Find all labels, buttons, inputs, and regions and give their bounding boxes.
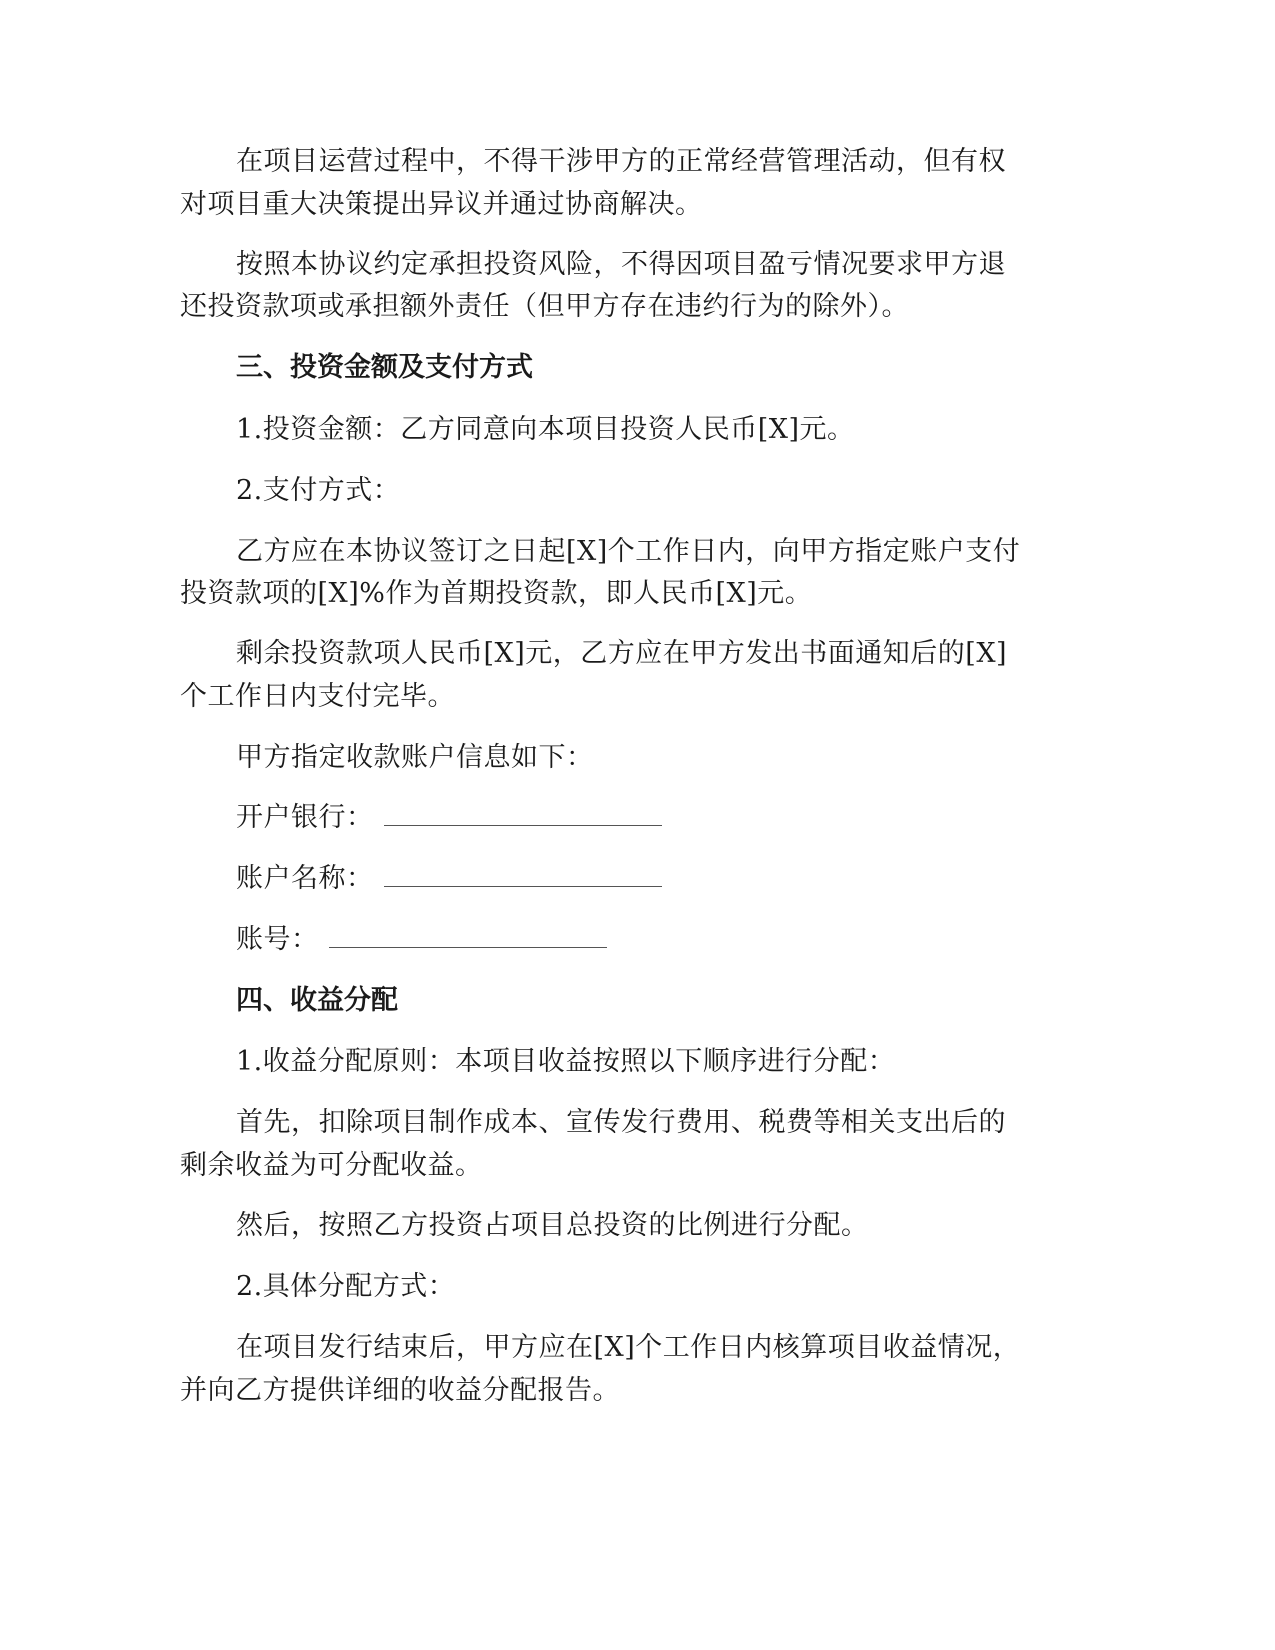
paragraph-line: 对项目重大决策提出异议并通过协商解决。 <box>180 189 703 220</box>
paragraph-line: 剩余投资款项人民币[X]元，乙方应在甲方发出书面通知后的[X] <box>236 638 1008 669</box>
account-number-blank-field[interactable] <box>329 923 607 948</box>
account-number-label: 账号： <box>236 924 319 955</box>
paragraph-line: 乙方应在本协议签订之日起[X]个工作日内，向甲方指定账户支付 <box>236 536 1021 567</box>
bank-field-row <box>236 801 662 835</box>
paragraph-line: 按照本协议约定承担投资风险，不得因项目盈亏情况要求甲方退 <box>236 249 1006 280</box>
paragraph-line: 剩余收益为可分配收益。 <box>180 1150 483 1181</box>
payment-method-item: 2.支付方式： <box>236 475 401 506</box>
section-heading: 三、投资金额及支付方式 <box>236 352 533 383</box>
account-name-label: 账户名称： <box>236 863 374 894</box>
account-name-blank-field[interactable] <box>384 862 662 887</box>
account-name-field-row <box>236 862 662 896</box>
account-intro: 甲方指定收款账户信息如下： <box>236 742 594 773</box>
paragraph-line: 在项目发行结束后，甲方应在[X]个工作日内核算项目收益情况， <box>236 1332 1021 1363</box>
section-heading: 四、收益分配 <box>236 985 398 1016</box>
distribution-principle-item: 1.收益分配原则：本项目收益按照以下顺序进行分配： <box>236 1046 896 1077</box>
bank-label: 开户银行： <box>236 802 374 833</box>
paragraph-line: 还投资款项或承担额外责任（但甲方存在违约行为的除外）。 <box>180 291 909 322</box>
account-number-field-row <box>236 923 607 957</box>
paragraph-line: 首先，扣除项目制作成本、宣传发行费用、税费等相关支出后的 <box>236 1107 1006 1138</box>
bank-blank-field[interactable] <box>384 801 662 826</box>
paragraph-line: 在项目运营过程中，不得干涉甲方的正常经营管理活动，但有权 <box>236 146 1006 177</box>
paragraph-line: 并向乙方提供详细的收益分配报告。 <box>180 1375 620 1406</box>
paragraph-line: 个工作日内支付完毕。 <box>180 681 455 712</box>
paragraph-line: 投资款项的[X]%作为首期投资款，即人民币[X]元。 <box>180 578 813 609</box>
investment-amount-item: 1.投资金额：乙方同意向本项目投资人民币[X]元。 <box>236 414 855 445</box>
paragraph-line: 然后，按照乙方投资占项目总投资的比例进行分配。 <box>236 1210 869 1241</box>
distribution-method-item: 2.具体分配方式： <box>236 1271 456 1302</box>
